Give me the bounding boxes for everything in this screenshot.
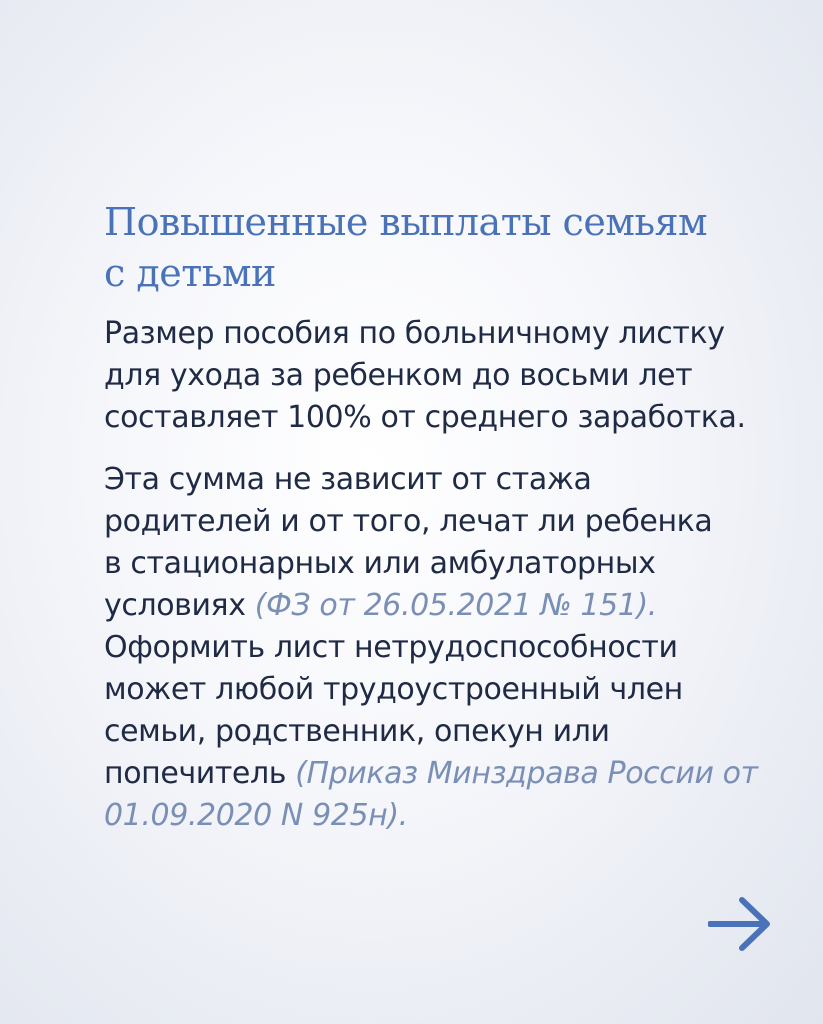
slide-title xyxy=(104,197,794,299)
paragraph-benefit-size xyxy=(104,313,794,439)
order-reference-part-1: (Приказ Минздрава России от xyxy=(295,756,758,791)
paragraph2-line-2: родителей и от того, лечат ли ребенка xyxy=(104,504,713,539)
title-line-2: с детьми xyxy=(104,251,276,295)
paragraph1-line-2: для ухода за ребенком до восьми лет xyxy=(104,358,693,393)
paragraph2-line-3: в стационарных или амбулаторных xyxy=(104,546,656,581)
law-reference: (ФЗ от 26.05.2021 № 151). xyxy=(254,588,657,623)
next-slide-button[interactable] xyxy=(708,895,772,953)
slide-content xyxy=(104,197,794,837)
paragraph2-line-8: попечитель xyxy=(104,756,287,791)
paragraph-conditions xyxy=(104,459,794,837)
arrow-right-icon xyxy=(708,895,772,953)
paragraph1-line-3: составляет 100% от среднего заработка. xyxy=(104,400,746,435)
paragraph2-line-4: условиях xyxy=(104,588,246,623)
order-reference-part-2: 01.09.2020 N 925н). xyxy=(104,798,408,833)
paragraph2-line-1: Эта сумма не зависит от стажа xyxy=(104,462,592,497)
paragraph1-line-1: Размер пособия по больничному листку xyxy=(104,316,725,351)
title-line-1: Повышенные выплаты семьям xyxy=(104,200,708,244)
paragraph2-line-5: Оформить лист нетрудоспособности xyxy=(104,630,678,665)
paragraph2-line-7: семьи, родственник, опекун или xyxy=(104,714,610,749)
paragraph2-line-6: может любой трудоустроенный член xyxy=(104,672,683,707)
